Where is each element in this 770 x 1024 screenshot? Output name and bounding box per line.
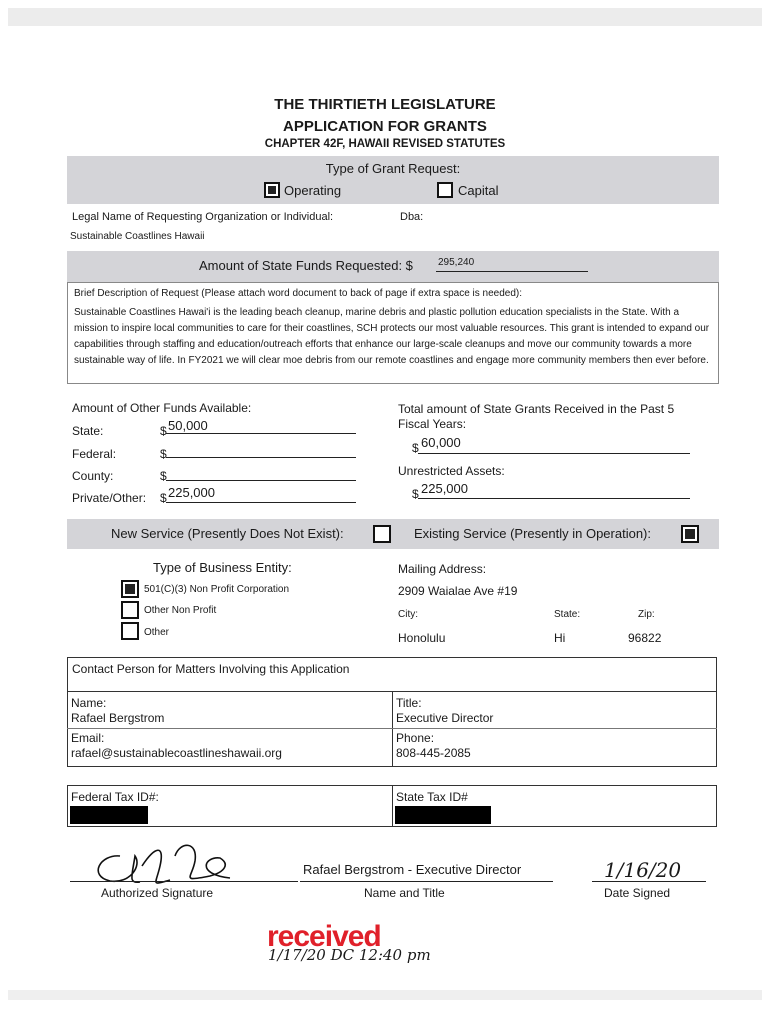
city-value: Honolulu xyxy=(398,631,446,645)
business-entity-label: Type of Business Entity: xyxy=(153,560,292,575)
state-dollar: $ xyxy=(160,424,167,438)
received-stamp-note: 1/17/20 DC 12:40 pm xyxy=(268,946,431,964)
past-grants-value: 60,000 xyxy=(421,435,461,450)
state-label: State: xyxy=(554,609,581,620)
contact-phone-value: 808-445-2085 xyxy=(396,746,471,760)
other-funds-label: Amount of Other Funds Available: xyxy=(72,401,252,415)
contact-title-value: Executive Director xyxy=(396,711,494,725)
other-nonprofit-checkbox[interactable] xyxy=(121,601,139,619)
other-entity-label: Other xyxy=(144,627,170,638)
dba-label: Dba: xyxy=(400,211,424,223)
date-signed-label: Date Signed xyxy=(604,886,671,900)
grant-type-label: Type of Grant Request: xyxy=(325,161,461,176)
form-statute: CHAPTER 42F, HAWAII REVISED STATUTES xyxy=(264,138,506,150)
private-funds-value: 225,000 xyxy=(168,485,215,500)
org-name-value: Sustainable Coastlines Hawaii xyxy=(70,231,205,242)
federal-funds-line xyxy=(166,457,356,458)
contact-divider-2 xyxy=(67,728,717,729)
contact-name-value: Rafael Bergstrom xyxy=(71,711,165,725)
contact-title-label: Title: xyxy=(396,696,422,710)
org-name-label: Legal Name of Requesting Organization or Individual: xyxy=(72,211,334,223)
zip-value: 96822 xyxy=(628,631,662,645)
mailing-address-value: 2909 Waialae Ave #19 xyxy=(398,584,518,598)
authorized-signature-label: Authorized Signature xyxy=(101,886,214,900)
unrestricted-assets-line xyxy=(418,498,690,499)
operating-checkbox[interactable] xyxy=(264,182,280,198)
state-funds-line xyxy=(166,433,356,434)
state-funds-label: State: xyxy=(72,424,104,438)
handwritten-signature xyxy=(80,836,250,892)
state-funds-value: 50,000 xyxy=(168,418,208,433)
contact-email-label: Email: xyxy=(71,731,105,745)
state-tax-redaction xyxy=(395,806,491,824)
date-signed-value: 1/16/20 xyxy=(604,858,682,882)
existing-service-label: Existing Service (Presently in Operation): xyxy=(414,526,651,541)
past-grants-line xyxy=(418,453,690,454)
tax-id-divider xyxy=(392,785,393,827)
signer-name-title: Rafael Bergstrom - Executive Director xyxy=(303,862,522,877)
unrestricted-assets-value: 225,000 xyxy=(421,481,468,496)
state-value: Hi xyxy=(554,631,566,645)
new-service-label: New Service (Presently Does Not Exist): xyxy=(111,526,344,541)
past-grants-dollar: $ xyxy=(412,441,419,455)
zip-label: Zip: xyxy=(638,609,655,620)
scan-bottom-edge xyxy=(8,990,762,1000)
form-subtitle: APPLICATION FOR GRANTS xyxy=(283,118,487,135)
description-text: Sustainable Coastlines Hawai'i is the leading beach cleanup, marine debris and plastic pollution education specialists in the State. With a mission to inspire local communities to care for their coastlines, SCH protects our most valuable resources. This grant is intended to expand our capabilities through staffing and education/outreach efforts that enhance our large-scale cleanups and move our community towards a more sustainable way of life. In FY2021 we will clear moe debris from our remote coastlines and engage more community members then ever before. xyxy=(74,307,710,366)
date-line xyxy=(592,881,706,882)
federal-dollar: $ xyxy=(160,447,167,461)
other-nonprofit-label: Other Non Profit xyxy=(144,605,217,616)
capital-label: Capital xyxy=(458,183,499,198)
contact-name-label: Name: xyxy=(71,696,107,710)
contact-email-value: rafael@sustainablecoastlineshawaii.org xyxy=(71,746,282,760)
nonprofit-corp-checkbox[interactable] xyxy=(121,580,139,598)
past-grants-label-2: Fiscal Years: xyxy=(398,417,467,431)
federal-funds-label: Federal: xyxy=(72,447,117,461)
name-title-label: Name and Title xyxy=(364,886,445,900)
county-funds-line xyxy=(166,480,356,481)
received-stamp: received xyxy=(267,920,381,953)
county-funds-label: County: xyxy=(72,469,114,483)
funds-requested-value: 295,240 xyxy=(438,257,475,268)
signature-line xyxy=(70,881,298,882)
county-dollar: $ xyxy=(160,469,167,483)
state-tax-label: State Tax ID# xyxy=(396,790,468,804)
private-dollar: $ xyxy=(160,491,167,505)
city-label: City: xyxy=(398,609,418,620)
form-title: THE THIRTIETH LEGISLATURE xyxy=(274,96,496,113)
contact-phone-label: Phone: xyxy=(396,731,435,745)
scan-top-edge xyxy=(8,8,762,26)
contact-heading: Contact Person for Matters Involving this Application xyxy=(72,662,350,676)
contact-divider-v xyxy=(392,691,393,767)
existing-service-checkbox[interactable] xyxy=(681,525,699,543)
mailing-address-label: Mailing Address: xyxy=(398,562,487,576)
past-grants-label: Total amount of State Grants Received in the Past 5 xyxy=(398,402,675,416)
name-title-line xyxy=(300,881,553,882)
capital-checkbox[interactable] xyxy=(437,182,453,198)
funds-requested-label: Amount of State Funds Requested: $ xyxy=(199,258,413,273)
federal-tax-redaction xyxy=(70,806,148,824)
funds-requested-line xyxy=(436,271,588,272)
new-service-checkbox[interactable] xyxy=(373,525,391,543)
federal-tax-label: Federal Tax ID#: xyxy=(71,790,159,804)
operating-label: Operating xyxy=(284,183,342,198)
unrestricted-assets-label: Unrestricted Assets: xyxy=(398,464,505,478)
private-funds-label: Private/Other: xyxy=(72,491,147,505)
description-label: Brief Description of Request (Please attach word document to back of page if extra space is needed): xyxy=(74,288,523,299)
private-funds-line xyxy=(166,502,356,503)
unrestricted-dollar: $ xyxy=(412,487,419,501)
nonprofit-corp-label: 501(C)(3) Non Profit Corporation xyxy=(144,584,290,595)
other-entity-checkbox[interactable] xyxy=(121,622,139,640)
